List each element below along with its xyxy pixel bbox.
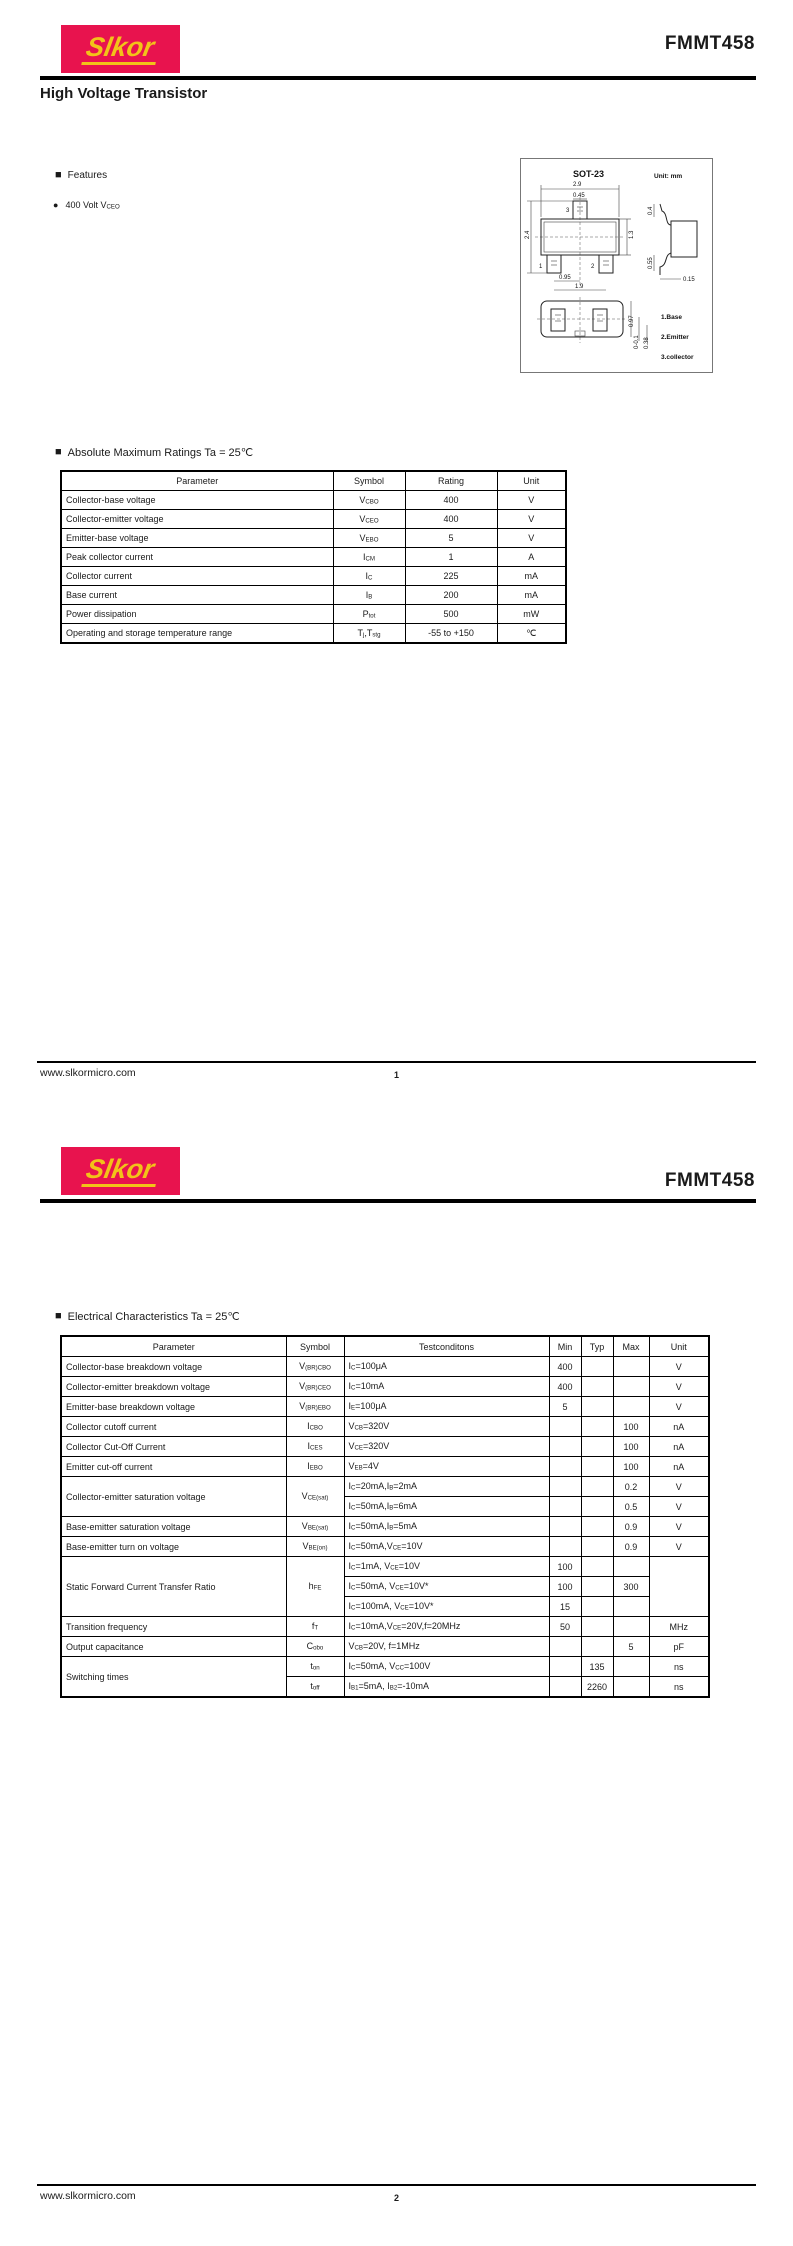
website-link[interactable]: www.slkormicro.com — [40, 1067, 136, 1079]
max-cell — [613, 1557, 649, 1577]
table-row — [61, 586, 566, 605]
cond-cell: $I_C=50mA,I_B=6mA$ — [344, 1497, 549, 1517]
unit-cell: mW — [497, 605, 566, 624]
min-cell — [549, 1657, 581, 1677]
max-cell — [613, 1677, 649, 1698]
col-header-parameter: Parameter — [61, 471, 333, 491]
symbol-cell: $V_{CEO}$ — [333, 510, 405, 529]
symbol-cell: $V_{CE(sat)}$ — [286, 1477, 344, 1517]
dim-profile-height: 0.97 — [629, 315, 635, 327]
max-cell: 100 — [613, 1437, 649, 1457]
typ-cell — [581, 1617, 613, 1637]
dim-total-height: 2.4 — [525, 230, 531, 239]
feature-item — [53, 200, 120, 211]
rating-cell: 200 — [405, 586, 497, 605]
cond-cell: $I_C=50mA,V_{CE}=10V$ — [344, 1537, 549, 1557]
col-header-parameter: Parameter — [61, 1336, 286, 1357]
dim-body-height: 1.3 — [629, 230, 635, 239]
param-cell: Collector-base breakdown voltage — [61, 1357, 286, 1377]
pin2-label: 2 — [591, 264, 595, 270]
symbol-cell: $I_{CM}$ — [333, 548, 405, 567]
header-rule — [40, 1199, 756, 1203]
min-cell — [549, 1677, 581, 1698]
param-cell: Base-emitter saturation voltage — [61, 1517, 286, 1537]
max-cell: 0.9 — [613, 1537, 649, 1557]
cond-cell: $I_E=100\mu A$ — [344, 1397, 549, 1417]
website-link[interactable]: www.slkormicro.com — [40, 2190, 136, 2202]
unit-cell: V — [497, 491, 566, 510]
table-row — [61, 1657, 709, 1677]
param-cell: Collector-emitter voltage — [61, 510, 333, 529]
rating-cell: 400 — [405, 491, 497, 510]
max-cell — [613, 1357, 649, 1377]
col-header-symbol: Symbol — [286, 1336, 344, 1357]
cond-cell: $I_C=50mA,I_B=5mA$ — [344, 1517, 549, 1537]
sot23-drawing — [521, 159, 710, 370]
param-cell: Switching times — [61, 1657, 286, 1698]
pin3-label: 3 — [566, 208, 570, 214]
table-row — [61, 1517, 709, 1537]
typ-cell — [581, 1457, 613, 1477]
cond-cell: $I_C=1mA$, $V_{CE}=10V$ — [344, 1557, 549, 1577]
square-bullet-icon: ■ — [55, 1310, 62, 1322]
features-heading-label: Features — [67, 170, 108, 181]
symbol-cell: $t_{on}$ — [286, 1657, 344, 1677]
param-cell: Static Forward Current Transfer Ratio — [61, 1557, 286, 1617]
electrical-characteristics-table — [60, 1335, 710, 1698]
table-row — [61, 1637, 709, 1657]
param-cell: Collector-emitter breakdown voltage — [61, 1377, 286, 1397]
cond-cell: $I_{B1}=5mA$, $I_{B2}=-10mA$ — [344, 1677, 549, 1698]
max-cell: 5 — [613, 1637, 649, 1657]
unit-cell: V — [649, 1537, 709, 1557]
param-cell: Peak collector current — [61, 548, 333, 567]
unit-cell: V — [649, 1517, 709, 1537]
package-unit-label: Unit: mm — [654, 173, 683, 180]
rating-cell: 225 — [405, 567, 497, 586]
brand-logo-text: Slkor — [81, 1156, 160, 1187]
param-cell: Collector-emitter saturation voltage — [61, 1477, 286, 1517]
col-header-testconditions: Testconditons — [344, 1336, 549, 1357]
table-row — [61, 529, 566, 548]
table-row — [61, 548, 566, 567]
cond-cell: $I_C=50mA$, $V_{CC}=100V$ — [344, 1657, 549, 1677]
brand-logo — [61, 1147, 180, 1195]
rating-cell: 400 — [405, 510, 497, 529]
min-cell — [549, 1497, 581, 1517]
dim-pin-width: 0.45 — [573, 193, 585, 199]
cond-cell: $I_C=100\mu A$ — [344, 1357, 549, 1377]
dim-pin-span: 1.9 — [575, 284, 584, 290]
dim-lead-top: 0.4 — [648, 206, 654, 215]
unit-cell: mA — [497, 586, 566, 605]
unit-cell — [649, 1557, 709, 1617]
max-cell — [613, 1617, 649, 1637]
max-cell — [613, 1657, 649, 1677]
dot-bullet-icon: ● — [53, 199, 59, 210]
min-cell: 100 — [549, 1577, 581, 1597]
typ-cell — [581, 1377, 613, 1397]
brand-logo — [61, 25, 180, 73]
min-cell — [549, 1417, 581, 1437]
typ-cell — [581, 1597, 613, 1617]
table-row — [61, 1397, 709, 1417]
min-cell: 100 — [549, 1557, 581, 1577]
table-row — [61, 1437, 709, 1457]
cond-cell: $I_C=20mA,I_B=2mA$ — [344, 1477, 549, 1497]
col-header-min: Min — [549, 1336, 581, 1357]
param-cell: Emitter-base breakdown voltage — [61, 1397, 286, 1417]
symbol-cell: $P_{tot}$ — [333, 605, 405, 624]
footer-rule — [37, 2184, 756, 2186]
legend-base: 1.Base — [661, 314, 682, 321]
dim-pad-height: 0.38 — [644, 337, 650, 349]
col-header-unit: Unit — [649, 1336, 709, 1357]
table-row — [61, 567, 566, 586]
unit-cell: V — [649, 1377, 709, 1397]
symbol-cell: $I_{CES}$ — [286, 1437, 344, 1457]
symbol-cell: $V_{EBO}$ — [333, 529, 405, 548]
page-number: 1 — [393, 1070, 399, 1080]
symbol-cell: $V_{BE(sat)}$ — [286, 1517, 344, 1537]
max-cell — [613, 1397, 649, 1417]
table-row — [61, 1537, 709, 1557]
page-title: High Voltage Transistor — [40, 85, 208, 102]
abs-max-table — [60, 470, 567, 644]
symbol-cell: $f_T$ — [286, 1617, 344, 1637]
typ-cell — [581, 1557, 613, 1577]
param-cell: Operating and storage temperature range — [61, 624, 333, 644]
min-cell — [549, 1517, 581, 1537]
min-cell: 50 — [549, 1617, 581, 1637]
param-cell: Emitter-base voltage — [61, 529, 333, 548]
param-cell: Base-emitter turn on voltage — [61, 1537, 286, 1557]
param-cell: Collector current — [61, 567, 333, 586]
features-heading — [55, 170, 107, 181]
table-row — [61, 1617, 709, 1637]
part-number: FMMT458 — [664, 1170, 755, 1191]
param-cell: Transition frequency — [61, 1617, 286, 1637]
min-cell: 5 — [549, 1397, 581, 1417]
package-title: SOT-23 — [573, 169, 605, 179]
typ-cell — [581, 1417, 613, 1437]
dim-standoff: 0-0.1 — [634, 335, 640, 349]
rating-cell: -55 to +150 — [405, 624, 497, 644]
typ-cell — [581, 1357, 613, 1377]
param-cell: Collector cutoff current — [61, 1417, 286, 1437]
header-rule — [40, 76, 756, 80]
legend-collector: 3.collector — [661, 354, 694, 361]
typ-cell — [581, 1397, 613, 1417]
abs-max-heading — [55, 446, 253, 459]
legend-emitter: 2.Emitter — [661, 334, 689, 341]
unit-cell: pF — [649, 1637, 709, 1657]
square-bullet-icon: ■ — [55, 169, 62, 181]
col-header-max: Max — [613, 1336, 649, 1357]
package-outline-figure — [520, 158, 713, 373]
min-cell — [549, 1457, 581, 1477]
col-header-unit: Unit — [497, 471, 566, 491]
cond-cell: $V_{CE}=320V$ — [344, 1437, 549, 1457]
typ-cell — [581, 1537, 613, 1557]
max-cell — [613, 1597, 649, 1617]
typ-cell: 2260 — [581, 1677, 613, 1698]
unit-cell: V — [649, 1497, 709, 1517]
unit-cell: V — [649, 1397, 709, 1417]
symbol-cell: $I_C$ — [333, 567, 405, 586]
min-cell: 400 — [549, 1377, 581, 1397]
cond-cell: $V_{CB}=20V$, f=1MHz — [344, 1637, 549, 1657]
footer-rule — [37, 1061, 756, 1063]
symbol-cell: $V_{CBO}$ — [333, 491, 405, 510]
param-cell: Base current — [61, 586, 333, 605]
table-row — [61, 1417, 709, 1437]
abs-max-heading-label: Absolute Maximum Ratings Ta = 25℃ — [67, 447, 254, 459]
param-cell: Emitter cut-off current — [61, 1457, 286, 1477]
unit-cell: ns — [649, 1677, 709, 1698]
rating-cell: 1 — [405, 548, 497, 567]
typ-cell — [581, 1637, 613, 1657]
unit-cell: mA — [497, 567, 566, 586]
table-row — [61, 491, 566, 510]
unit-cell: MHz — [649, 1617, 709, 1637]
unit-cell: nA — [649, 1457, 709, 1477]
param-cell: Output capacitance — [61, 1637, 286, 1657]
part-number: FMMT458 — [664, 33, 755, 54]
dim-lead-thickness: 0.15 — [683, 277, 695, 283]
table-header-row — [61, 1336, 709, 1357]
min-cell — [549, 1637, 581, 1657]
table-row — [61, 1557, 709, 1577]
symbol-cell: $V_{BE(on)}$ — [286, 1537, 344, 1557]
max-cell: 100 — [613, 1417, 649, 1437]
cond-cell: $I_C=10mA,V_{CE}=20V,f=20MHz$ — [344, 1617, 549, 1637]
unit-cell: V — [497, 529, 566, 548]
col-header-rating: Rating — [405, 471, 497, 491]
typ-cell: 135 — [581, 1657, 613, 1677]
table-row — [61, 1457, 709, 1477]
cond-cell: $V_{CB}=320V$ — [344, 1417, 549, 1437]
table-row — [61, 624, 566, 644]
table-row — [61, 1477, 709, 1497]
symbol-cell: $I_{CBO}$ — [286, 1417, 344, 1437]
unit-cell: ℃ — [497, 624, 566, 644]
symbol-cell: $I_{EBO}$ — [286, 1457, 344, 1477]
symbol-cell: $h_{FE}$ — [286, 1557, 344, 1617]
max-cell: 0.5 — [613, 1497, 649, 1517]
min-cell: 400 — [549, 1357, 581, 1377]
unit-cell: nA — [649, 1437, 709, 1457]
unit-cell: V — [497, 510, 566, 529]
min-cell — [549, 1477, 581, 1497]
symbol-cell: $t_{off}$ — [286, 1677, 344, 1698]
max-cell: 300 — [613, 1577, 649, 1597]
elec-char-heading-label: Electrical Characteristics Ta = 25℃ — [67, 1311, 240, 1323]
cond-cell: $I_C=10mA$ — [344, 1377, 549, 1397]
table-header-row — [61, 471, 566, 491]
typ-cell — [581, 1497, 613, 1517]
rating-cell: 500 — [405, 605, 497, 624]
min-cell: 15 — [549, 1597, 581, 1617]
table-row — [61, 605, 566, 624]
unit-cell: A — [497, 548, 566, 567]
table-row — [61, 1357, 709, 1377]
param-cell: Collector-base voltage — [61, 491, 333, 510]
table-row — [61, 1377, 709, 1397]
cond-cell: $V_{EB}=4V$ — [344, 1457, 549, 1477]
typ-cell — [581, 1437, 613, 1457]
feature-item-label: 400 Volt $V_{CEO}$ — [65, 200, 120, 211]
pin1-label: 1 — [539, 264, 543, 270]
dim-lead-bottom: 0.55 — [648, 257, 654, 269]
typ-cell — [581, 1577, 613, 1597]
symbol-cell: $V_{(BR)EBO}$ — [286, 1397, 344, 1417]
typ-cell — [581, 1477, 613, 1497]
param-cell: Power dissipation — [61, 605, 333, 624]
cond-cell: $I_C=50mA$, $V_{CE}=10V*$ — [344, 1577, 549, 1597]
symbol-cell: $V_{(BR)CEO}$ — [286, 1377, 344, 1397]
param-cell: Collector Cut-Off Current — [61, 1437, 286, 1457]
max-cell: 100 — [613, 1457, 649, 1477]
dim-body-width: 2.9 — [573, 182, 582, 188]
dim-pin-pitch: 0.95 — [559, 275, 571, 281]
max-cell: 0.9 — [613, 1517, 649, 1537]
page-number: 2 — [393, 2193, 399, 2203]
unit-cell: ns — [649, 1657, 709, 1677]
col-header-typ: Typ — [581, 1336, 613, 1357]
elec-char-heading — [55, 1310, 240, 1323]
square-bullet-icon: ■ — [55, 446, 62, 458]
table-row — [61, 510, 566, 529]
col-header-symbol: Symbol — [333, 471, 405, 491]
symbol-cell: $T_j,T_{stg}$ — [333, 624, 405, 644]
symbol-cell: $V_{(BR)CBO}$ — [286, 1357, 344, 1377]
min-cell — [549, 1537, 581, 1557]
min-cell — [549, 1437, 581, 1457]
typ-cell — [581, 1517, 613, 1537]
unit-cell: V — [649, 1357, 709, 1377]
max-cell — [613, 1377, 649, 1397]
unit-cell: nA — [649, 1417, 709, 1437]
max-cell: 0.2 — [613, 1477, 649, 1497]
symbol-cell: $I_B$ — [333, 586, 405, 605]
brand-logo-text: Slkor — [81, 34, 160, 65]
unit-cell: V — [649, 1477, 709, 1497]
cond-cell: $I_C=100mA$, $V_{CE}=10V*$ — [344, 1597, 549, 1617]
symbol-cell: $C_{obo}$ — [286, 1637, 344, 1657]
rating-cell: 5 — [405, 529, 497, 548]
